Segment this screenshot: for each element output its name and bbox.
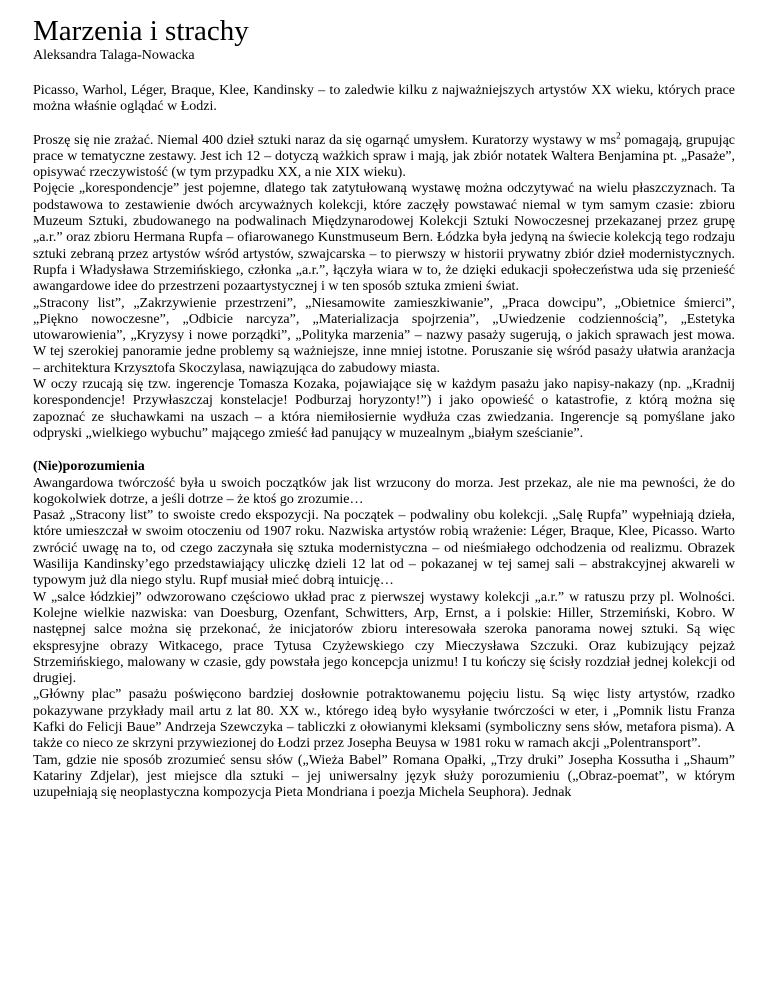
section-paragraph-5: Tam, gdzie nie sposób zrozumieć sensu słów („Wieża Babel” Romana Opałki, „Trzy druki” Josepha Kossutha i „Shaum” Katariny Zdjelar), jest miejsce dla sztuki – jej uniwersalny język służy porozumieniu („Obraz-poemat”, w którym uzupełniają się neoplastyczna kompozycja Pieta Mondriana i poezja Michela Seuphora). Jednak: [33, 752, 735, 801]
article-author: Aleksandra Talaga-Nowacka: [33, 48, 195, 63]
section-paragraph-3: W „salce łódzkiej” odwzorowano częściowo układ prac z pierwszej wystawy kolekcji „a.r.” w ratuszu przy pl. Wolności. Kolejne wielkie nazwiska: van Doesburg, Ozenfant, Schwitters, Arp, Ernst, a i polskie: Hiller, Strzemiński, Kobro. W następnej salce można się przekonać, że inicjatorów zbioru interesowała szeroka panorama nowej sztuki. Są więc ekspresyjne obrazy Witkacego, prace Tytusa Czyżewskiego czy Mieczysława Szczuki. Oraz kubizujący pejzaż Strzemińskiego, malowany w czasie, gdy powstała jego koncepcja unizmu! I tu kończy się ścisły rozdział jednej kolekcji od drugiej.: [33, 589, 735, 687]
lead-paragraph: Picasso, Warhol, Léger, Braque, Klee, Kandinsky – to zaledwie kilku z najważniejszych artystów XX wieku, których prace można właśnie oglądać w Łodzi.: [33, 83, 735, 115]
intro-paragraph-2: Pojęcie „korespondencje” jest pojemne, dlatego tak zatytułowaną wystawę można odczytywać na wielu płaszczyznach. Ta podstawowa to zestawienie dwóch arcyważnych kolekcji, które zaczęły powstawać niemal w tym samym czasie: zbioru Muzeum Sztuki, zbudowanego na podwalinach Międzynarodowej Kolekcji Sztuki Nowoczesnej przekazanej przez grupę „a.r.” oraz zbioru Hermana Rupfa – ofiarowanego Kunstmuseum Bern. Łódzka była jedyną na świecie kolekcją tego rodzaju sztuki zebraną przez artystów wśród artystów, szwajcarska – to pierwszy w historii prywatny zbiór dzieł modernistycznych. Rupfa i Władysława Strzemińskiego, członka „a.r.”, łączyła wiara w to, że dzięki edukacji społeczeństwa uda się przenieść awangardowe idee do przestrzeni pozaartystycznej i w ten sposób sztuka zmieni świat.: [33, 181, 735, 295]
section-paragraph-4: „Główny plac” pasażu poświęcono bardziej dosłownie potraktowanemu pojęciu listu. Są więc listy artystów, rzadko pokazywane przykłady mail artu z lat 80. XX w., którego ideą było wysyłanie twórczości w eter, i „Pomnik listu Franza Kafki do Felicji Baue” Andrzeja Szewczyka – tabliczki z ołowianymi kleksami (symboliczny sens słów, metafora pisma). A także co nieco ze skrzyni przywiezionej do Łodzi przez Josepha Beuysa w 1981 roku w ramach akcji „Polentransport”.: [33, 687, 735, 752]
intro-paragraph-3: „Stracony list”, „Zakrzywienie przestrzeni”, „Niesamowite zamieszkiwanie”, „Praca dowcipu”, „Obietnice śmierci”, „Piękno nowoczesne”, „Odbicie narcyza”, „Materializacja spojrzenia”, „Uwiedzenie codziennością”, „Estetyka utowarowienia”, „Kryzysy i nowe porządki”, „Polityka marzenia” – nazwy pasaży sugerują, o jakich sprawach jest mowa. W tej szerokiej panoramie jedne problemy są ważniejsze, inne mniej istotne. Poruszanie się wśród pasaży ułatwia aranżacja – architektura Krzysztofa Skoczylasa, nawiązująca do zabudowy miasta.: [33, 295, 735, 376]
superscript-two: 2: [616, 129, 621, 140]
intro-paragraph-4: W oczy rzucają się tzw. ingerencje Tomasza Kozaka, pojawiające się w każdym pasażu jako napisy-nakazy (np. „Kradnij korespondencje! Przywłaszczaj konstelacje! Podburzaj horyzonty!”) i jako opowieść o katastrofie, z którą można się zapoznać ze słuchawkami na uszach – a która niemiłosiernie wydłuża czas zwiedzania. Ingerencje są pomyślane jako odpryski „wielkiego wybuchu” mającego zmieść ład panujący w muzealnym „białym sześcianie”.: [33, 377, 735, 441]
section-paragraph-2: Pasaż „Stracony list” to swoiste credo ekspozycji. Na początek – podwaliny obu kolekcji. „Salę Rupfa” wypełniają dzieła, które umieszczał w swoim otoczeniu od 1907 roku. Nazwiska artystów robią wrażenie: Léger, Braque, Klee, Picasso. Warto zwrócić uwagę na to, od czego zaczynała się sztuka modernistyczna – od nieśmiałego odchodzenia od realizmu. Obrazek Wasilija Kandinsky’ego przedstawiający uliczkę dzieli 12 lat od – pokazanej w tej samej sali – abstrakcyjnej akwareli w typowym już dla niego stylu. Rupf musiał mieć dobrą intuicję…: [33, 508, 735, 589]
article-title: Marzenia i strachy: [33, 15, 249, 47]
intro-paragraph-1: [33, 129, 735, 182]
intro-paragraph-1-text-a: Proszę się nie zrażać. Niemal 400 dzieł sztuki naraz da się ogarnąć umysłem. Kuratorzy wystawy w ms: [33, 132, 617, 148]
intro-paragraph-1-text-b: pomagają, grupując prace w tematyczne zestawy. Jest ich 12 – dotyczą ważkich spraw i mają, jak zbiór notatek Waltera Benjamina pt. „Pasaże”, opisywać rzeczywistość (w tym przypadku XX, a nie XIX wieku).: [33, 132, 735, 181]
section-heading: (Nie)porozumienia: [33, 459, 145, 475]
section-paragraph-1: Awangardowa twórczość była u swoich początków jak list wrzucony do morza. Jest przekaz, ale nie ma pewności, że do kogokolwiek dotrze, a jeśli dotrze – że ktoś go zrozumie…: [33, 475, 735, 507]
